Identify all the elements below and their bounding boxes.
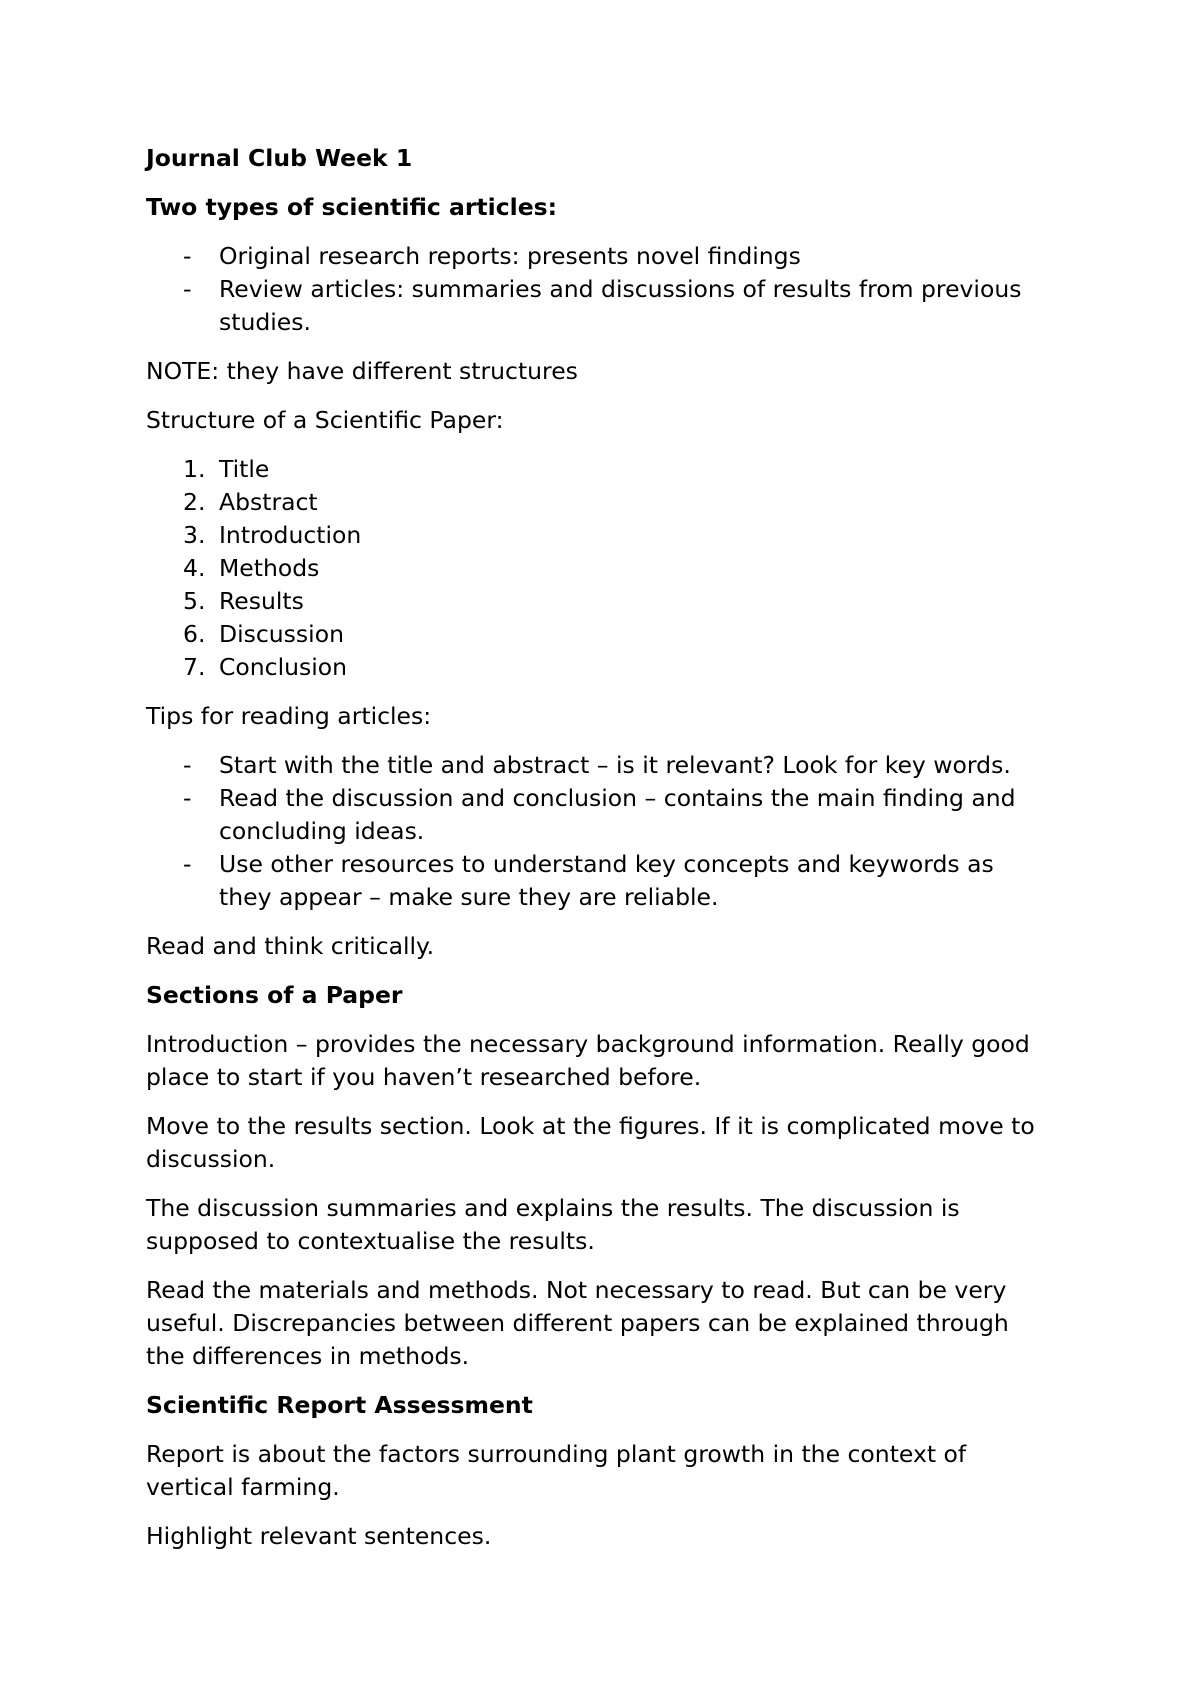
paragraph: Highlight relevant sentences. — [146, 1522, 492, 1550]
list-item: 6. Discussion — [183, 620, 344, 648]
critical-text: Read and think critically. — [146, 932, 435, 960]
paragraph: The discussion summaries and explains the results. The discussion is supposed to contextualise the results. — [146, 1194, 960, 1255]
list-item: 2. Abstract — [183, 488, 318, 516]
paragraph: Introduction – provides the necessary background information. Really good place to start if you haven’t researched before. — [146, 1030, 1030, 1091]
paragraph: Move to the results section. Look at the figures. If it is complicated move to discussion. — [146, 1112, 1035, 1173]
paragraph: Read the materials and methods. Not necessary to read. But can be very useful. Discrepancies between different papers can be explained through the differences in methods. — [146, 1276, 1009, 1370]
dash-marker: - — [183, 751, 192, 779]
dash-marker: - — [183, 275, 192, 303]
list-item: 4. Methods — [183, 554, 320, 582]
note-text: NOTE: they have different structures — [146, 357, 578, 385]
types-list — [146, 240, 1040, 339]
tips-list — [146, 749, 1040, 914]
dash-marker: - — [183, 242, 192, 270]
list-item: - Use other resources to understand key concepts and keywords as they appear – make sure they are reliable. — [183, 850, 994, 911]
structure-heading: Structure of a Scientific Paper: — [146, 406, 504, 434]
list-item: 5. Results — [183, 587, 304, 615]
list-item: 1. Title — [183, 455, 270, 483]
structure-list — [146, 453, 1040, 684]
sections-heading: Sections of a Paper — [146, 981, 403, 1009]
list-item: 7. Conclusion — [183, 653, 348, 681]
dash-marker: - — [183, 850, 192, 878]
list-item: - Start with the title and abstract – is it relevant? Look for key words. — [146, 749, 1040, 782]
tips-heading: Tips for reading articles: — [146, 702, 432, 730]
list-item: - Read the discussion and conclusion – contains the main finding and concluding ideas. — [183, 784, 1016, 845]
list-item: - Original research reports: presents novel findings — [146, 240, 1040, 273]
assessment-heading: Scientific Report Assessment — [146, 1391, 533, 1419]
list-item: - Review articles: summaries and discussions of results from previous studies. — [183, 275, 1022, 336]
dash-marker: - — [183, 784, 192, 812]
types-heading: Two types of scientific articles: — [146, 193, 558, 221]
paragraph: Report is about the factors surrounding plant growth in the context of vertical farming. — [146, 1440, 967, 1501]
list-item: 3. Introduction — [183, 521, 362, 549]
document-title: Journal Club Week 1 — [146, 144, 413, 172]
